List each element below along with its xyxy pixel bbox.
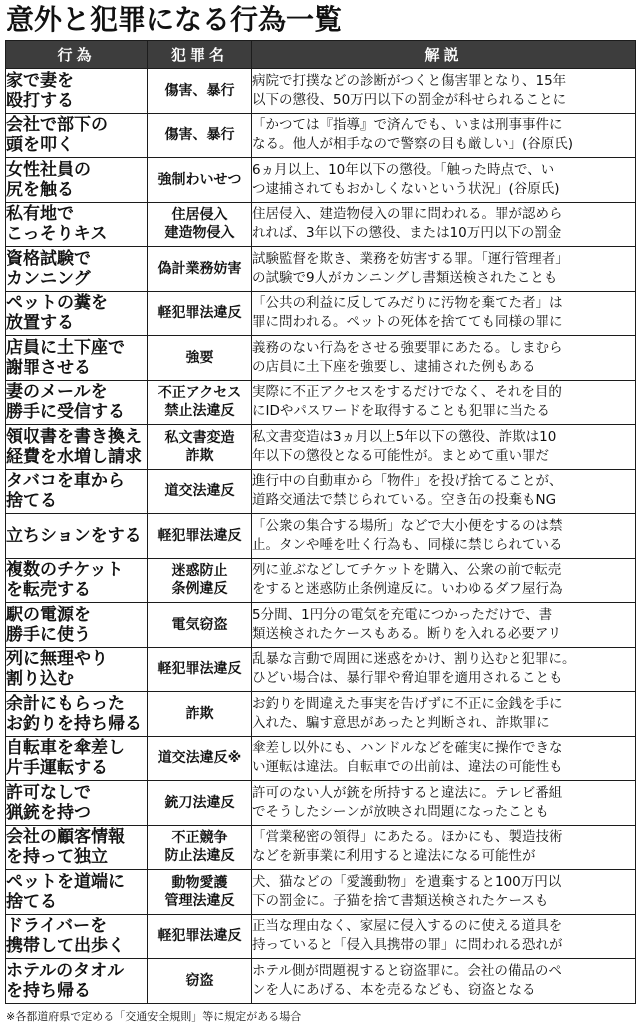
act-line: 頭を叩く: [6, 135, 74, 156]
desc-line: 乱暴な言動で周囲に迷惑をかけ、割り込むと犯罪に。: [252, 651, 576, 668]
crime-cell: [148, 69, 252, 114]
crime-cell: [148, 959, 252, 1004]
act-line: 家で妻を: [6, 70, 74, 91]
crime-table: [5, 40, 636, 1004]
crime-line: 私文書変造: [164, 429, 235, 446]
table-row: [6, 603, 636, 648]
desc-cell: [252, 380, 636, 425]
desc-cell: [252, 825, 636, 870]
desc-cell: [252, 914, 636, 959]
desc-line: 類送検されたケースもある。断りを入れる必要アリ: [252, 625, 562, 642]
crime-line: 電気窃盗: [171, 616, 228, 633]
desc-cell: [252, 647, 636, 692]
crime-cell: [148, 870, 252, 915]
desc-line: い運転は違法。自転車での出前は、違法の可能性も: [252, 759, 563, 776]
act-line: を持って独立: [6, 847, 108, 868]
crime-line: 強制わいせつ: [157, 171, 242, 188]
desc-line: の試験で9人がカンニングし書類送検されたことも: [252, 269, 558, 286]
act-cell: [6, 914, 148, 959]
crime-line: 詐欺: [185, 705, 214, 722]
table-row: [6, 558, 636, 603]
crime-line: 建造物侵入: [164, 225, 235, 242]
desc-line: 「かつては『指導』で済んでも、いまは刑事事件に: [252, 117, 563, 134]
desc-cell: [252, 469, 636, 514]
act-cell: [6, 647, 148, 692]
act-cell: [6, 113, 148, 158]
desc-line: でそうしたシーンが放映され問題になったことも: [252, 803, 549, 820]
table-row: [6, 692, 636, 737]
desc-cell: [252, 959, 636, 1004]
crime-line: 銃刀法違反: [164, 794, 235, 811]
act-line: 会社で部下の: [6, 115, 108, 136]
crime-cell: [148, 291, 252, 336]
desc-line: の店員に土下座を強要し、逮捕された例もある: [252, 358, 536, 375]
act-cell: [6, 336, 148, 381]
desc-cell: [252, 158, 636, 203]
act-cell: [6, 247, 148, 292]
act-line: 複数のチケット: [6, 560, 124, 581]
table-row: [6, 425, 636, 470]
act-line: 資格試験で: [6, 248, 91, 269]
desc-line: 止。タンや唾を吐く行為も、同様に禁じられている: [252, 536, 563, 553]
desc-line: などを新事業に利用すると違法になる可能性が: [252, 848, 536, 865]
act-line: 謝罪させる: [6, 357, 91, 378]
crime-line: 傷害、暴行: [164, 127, 235, 144]
desc-line: 「営業秘密の領得」にあたる。ほかにも、製造技術: [252, 829, 563, 846]
desc-line: ひどい場合は、暴行罪や脅迫罪を適用されることも: [252, 670, 563, 687]
crime-cell: [148, 736, 252, 781]
desc-cell: [252, 603, 636, 648]
act-line: 立ちションをする: [6, 525, 142, 546]
desc-line: 5分間、1円分の電気を充電につかっただけで、書: [252, 606, 553, 623]
crime-line: 詐欺: [185, 447, 214, 464]
act-line: 携帯して出歩く: [6, 936, 125, 957]
act-cell: [6, 69, 148, 114]
crime-cell: [148, 336, 252, 381]
header-desc: 解説: [252, 41, 636, 69]
crime-cell: [148, 692, 252, 737]
act-line: 殴打する: [6, 90, 74, 111]
act-line: 駅の電源を: [6, 604, 91, 625]
desc-line: 「公共の利益に反してみだりに汚物を棄てた者」は: [252, 295, 563, 312]
act-cell: [6, 736, 148, 781]
table-row: [6, 647, 636, 692]
table-row: [6, 247, 636, 292]
desc-line: 罪に問われる。ペットの死体を捨てても同様の罪に: [252, 314, 563, 331]
table-row: [6, 291, 636, 336]
desc-line: 私文書変造は3ヵ月以上5年以下の懲役、詐欺は10: [252, 428, 557, 445]
act-line: を持ち帰る: [6, 980, 91, 1001]
table-row: [6, 202, 636, 247]
crime-line: 禁止法違反: [164, 403, 235, 420]
header-row: [6, 41, 636, 69]
table-row: [6, 113, 636, 158]
desc-cell: [252, 781, 636, 826]
crime-line: 道交法違反: [164, 483, 235, 500]
act-line: 猟銃を持つ: [6, 802, 91, 823]
table-row: [6, 914, 636, 959]
crime-cell: [148, 202, 252, 247]
table-row: [6, 336, 636, 381]
act-line: こっそりキス: [6, 224, 108, 245]
crime-cell: [148, 380, 252, 425]
crime-line: 動物愛護: [171, 874, 228, 891]
desc-line: 年以下の懲役となる可能性が。まとめて重い罪だ: [252, 447, 549, 464]
crime-cell: [148, 425, 252, 470]
act-cell: [6, 959, 148, 1004]
crime-line: 条例違反: [171, 581, 228, 598]
table-row: [6, 781, 636, 826]
act-cell: [6, 202, 148, 247]
crime-cell: [148, 113, 252, 158]
crime-line: 道交法違反※: [157, 750, 242, 767]
desc-cell: [252, 558, 636, 603]
table-row: [6, 158, 636, 203]
crime-line: 窃盗: [185, 972, 214, 989]
desc-line: つ逮捕されてもおかしくないという状況」(谷原氏): [252, 180, 560, 197]
crime-cell: [148, 158, 252, 203]
act-line: 自転車を傘差し: [6, 738, 125, 759]
crime-line: 軽犯罪法違反: [157, 527, 242, 544]
crime-line: 軽犯罪法違反: [157, 661, 242, 678]
act-line: 捨てる: [6, 891, 57, 912]
act-cell: [6, 425, 148, 470]
desc-line: 6ヵ月以上、10年以下の懲役。「触った時点で、い: [252, 161, 555, 178]
desc-line: 義務のない行為をさせる強要罪にあたる。しまむら: [252, 339, 563, 356]
table-row: [6, 736, 636, 781]
desc-line: ンを人にあげる、本を売るなども、窃盗となる: [252, 981, 536, 998]
crime-cell: [148, 558, 252, 603]
crime-cell: [148, 825, 252, 870]
act-cell: [6, 158, 148, 203]
act-cell: [6, 870, 148, 915]
table-row: [6, 825, 636, 870]
crime-cell: [148, 647, 252, 692]
act-line: ホテルのタオル: [6, 960, 125, 981]
desc-cell: [252, 736, 636, 781]
table-row: [6, 69, 636, 114]
crime-cell: [148, 781, 252, 826]
desc-cell: [252, 870, 636, 915]
act-line: 店員に土下座で: [6, 337, 125, 358]
act-cell: [6, 469, 148, 514]
desc-line: ホテル側が問題視すると窃盗罪に。会社の備品のペ: [252, 962, 562, 979]
act-cell: [6, 558, 148, 603]
act-cell: [6, 603, 148, 648]
desc-line: 正当な理由なく、家屋に侵入するのに使える道具を: [252, 918, 563, 935]
table-row: [6, 514, 636, 559]
act-cell: [6, 825, 148, 870]
act-line: 捨てる: [6, 491, 57, 512]
header-crime: 犯罪名: [148, 41, 252, 69]
desc-cell: [252, 202, 636, 247]
desc-cell: [252, 692, 636, 737]
desc-line: お釣りを間違えた事実を告げずに不正に金銭を手に: [252, 695, 563, 712]
desc-line: 傘差し以外にも、ハンドルなどを確実に操作できな: [252, 740, 563, 757]
act-line: 余計にもらった: [6, 693, 125, 714]
act-line: 許可なしで: [6, 782, 91, 803]
act-cell: [6, 692, 148, 737]
act-line: 会社の顧客情報: [6, 827, 125, 848]
desc-cell: [252, 425, 636, 470]
desc-line: 実際に不正アクセスをするだけでなく、それを目的: [252, 384, 562, 401]
crime-line: 傷害、暴行: [164, 82, 235, 99]
act-line: ドライバーを: [6, 916, 108, 937]
desc-line: 「公衆の集合する場所」などで大小便をするのは禁: [252, 517, 563, 534]
act-line: カンニング: [6, 268, 91, 289]
page-title: 意外と犯罪になる行為一覧: [6, 3, 343, 36]
crime-line: 偽計業務妨害: [157, 260, 242, 277]
crime-line: 強要: [185, 349, 214, 366]
desc-line: 以下の懲役、50万円以下の罰金が科せられることに: [252, 91, 567, 108]
footnote: ※各都道府県で定める「交通安全規則」等に規定がある場合: [6, 1010, 302, 1023]
act-line: 勝手に使う: [6, 624, 91, 645]
crime-cell: [148, 914, 252, 959]
desc-line: 道路交通法で禁じられている。空き缶の投棄もNG: [252, 492, 557, 509]
desc-cell: [252, 113, 636, 158]
crime-cell: [148, 469, 252, 514]
act-cell: [6, 380, 148, 425]
act-line: 女性社員の: [6, 159, 91, 180]
desc-line: 住居侵入、建造物侵入の罪に問われる。罪が認めら: [252, 206, 563, 223]
act-line: 勝手に受信する: [6, 402, 125, 423]
crime-line: 不正アクセス: [157, 385, 242, 402]
crime-line: 軽犯罪法違反: [157, 928, 242, 945]
crime-line: 軽犯罪法違反: [157, 305, 242, 322]
act-line: を転売する: [6, 580, 91, 601]
crime-cell: [148, 247, 252, 292]
desc-cell: [252, 69, 636, 114]
crime-line: 住居侵入: [171, 207, 228, 224]
act-line: 私有地で: [6, 204, 74, 225]
desc-cell: [252, 247, 636, 292]
desc-cell: [252, 336, 636, 381]
crime-line: 迷惑防止: [171, 563, 228, 580]
act-line: ペットを道端に: [6, 871, 125, 892]
desc-line: をすると迷惑防止条例違反に。いわゆるダフ屋行為: [252, 581, 563, 598]
table-row: [6, 469, 636, 514]
desc-line: にIDやパスワードを取得することも犯罪に当たる: [252, 403, 550, 420]
act-cell: [6, 781, 148, 826]
desc-line: 病院で打撲などの診断がつくと傷害罪となり、15年: [252, 72, 567, 89]
desc-line: なる。他人が相手なので警察の目も厳しい」(谷原氏): [252, 136, 574, 153]
act-line: 尻を触る: [6, 179, 74, 200]
header-act: 行為: [6, 41, 148, 69]
crime-cell: [148, 603, 252, 648]
desc-line: 試験監督を欺き、業務を妨害する罪。「運行管理者」: [252, 250, 569, 267]
desc-line: 進行中の自動車から「物件」を投げ捨てることが、: [252, 473, 563, 490]
crime-line: 防止法違反: [164, 848, 235, 865]
table-row: [6, 380, 636, 425]
desc-line: 下の罰金に。子猫を捨て書類送検されたケースも: [252, 892, 549, 909]
desc-line: 持っていると「侵入具携帯の罪」に問われる恐れが: [252, 937, 563, 954]
table-row: [6, 870, 636, 915]
act-line: 領収書を書き換え: [6, 426, 142, 447]
table-row: [6, 959, 636, 1004]
act-line: タバコを車から: [6, 471, 125, 492]
crime-cell: [148, 514, 252, 559]
desc-cell: [252, 291, 636, 336]
act-line: お釣りを持ち帰る: [6, 713, 142, 734]
table-body: [6, 69, 636, 1004]
desc-line: 許可のない人が銃を所持すると違法に。テレビ番組: [252, 784, 563, 801]
act-cell: [6, 514, 148, 559]
desc-line: れれば、3年以下の懲役、または10万円以下の罰金: [252, 225, 562, 242]
act-cell: [6, 291, 148, 336]
act-line: 経費を水増し請求: [6, 446, 142, 467]
desc-line: 入れた、騙す意思があったと判断され、詐欺罪に: [252, 714, 550, 731]
desc-line: 列に並ぶなどしてチケットを購入、公衆の前で転売: [252, 562, 562, 579]
act-line: 割り込む: [6, 669, 74, 690]
act-line: 妻のメールを: [6, 382, 108, 403]
act-line: ペットの糞を: [6, 293, 108, 314]
desc-line: 犬、猫などの「愛護動物」を遺棄すると100万円以: [252, 873, 562, 890]
act-line: 片手運転する: [6, 758, 108, 779]
crime-line: 不正競争: [171, 830, 228, 847]
crime-line: 管理法違反: [164, 892, 235, 909]
act-line: 放置する: [6, 313, 74, 334]
act-line: 列に無理やり: [6, 649, 108, 670]
desc-cell: [252, 514, 636, 559]
